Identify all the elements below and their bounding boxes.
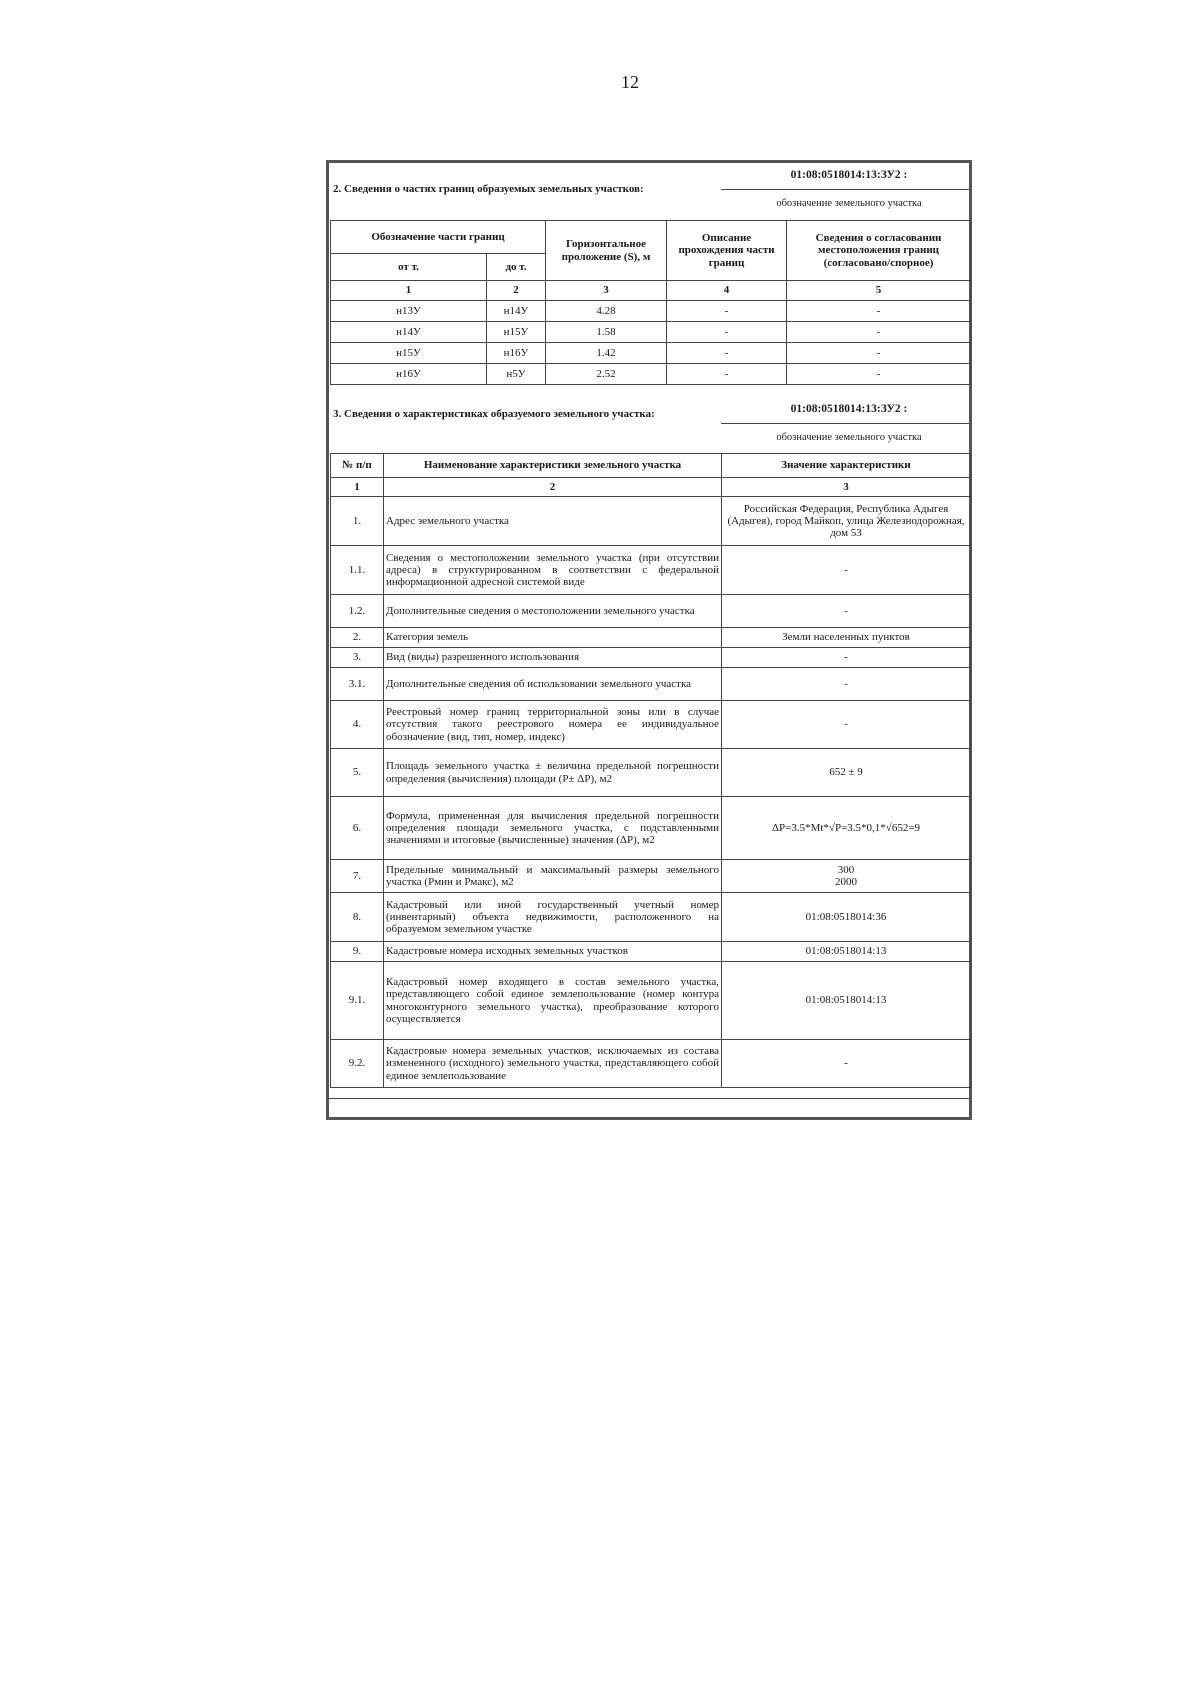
bottom-divider bbox=[329, 1098, 969, 1099]
header-number: № п/п bbox=[331, 454, 384, 478]
row-number: 5. bbox=[331, 749, 384, 797]
characteristic-name: Площадь земельного участка ± величина предельной погрешности определения (вычисления) площади (P± ΔP), м2 bbox=[384, 749, 722, 797]
header-from-point: от т. bbox=[331, 254, 487, 281]
section2-table bbox=[330, 220, 971, 385]
characteristic-value: 01:08:0518014:36 bbox=[722, 893, 971, 942]
row-number: 1. bbox=[331, 497, 384, 546]
page-number: 12 bbox=[621, 72, 639, 92]
boundary-description: - bbox=[667, 301, 787, 322]
table-row bbox=[331, 546, 971, 595]
table-row bbox=[331, 797, 971, 860]
horizontal-distance: 2.52 bbox=[546, 364, 667, 385]
characteristic-value: Российская Федерация, Республика Адыгея (Адыгея), город Майкоп, улица Железнодорожная, дом 53 bbox=[722, 497, 971, 546]
table-row bbox=[331, 942, 971, 962]
section3-title: 3. Сведения о характеристиках образуемого земельного участка: bbox=[333, 408, 655, 420]
horizontal-distance: 1.58 bbox=[546, 322, 667, 343]
from-point: н14У bbox=[331, 322, 487, 343]
header-name: Наименование характеристики земельного участка bbox=[384, 454, 722, 478]
row-number: 1.1. bbox=[331, 546, 384, 595]
table-row bbox=[331, 962, 971, 1040]
row-number: 6. bbox=[331, 797, 384, 860]
table-row bbox=[331, 893, 971, 942]
characteristic-name: Дополнительные сведения о местоположении земельного участка bbox=[384, 595, 722, 628]
to-point: н5У bbox=[487, 364, 546, 385]
characteristic-name: Формула, примененная для вычисления предельной погрешности определения площади земельного участка, с подставленными значениями и итоговые (вычисленные) значения (ΔP), м2 bbox=[384, 797, 722, 860]
characteristic-value: - bbox=[722, 595, 971, 628]
characteristic-value: - bbox=[722, 701, 971, 749]
header-description: Описание прохождения части границ bbox=[667, 221, 787, 281]
characteristic-name: Кадастровые номера земельных участков, исключаемых из состава измененного (исходного) земельного участка, представляющего собой единое землепользование bbox=[384, 1040, 722, 1088]
section2-parcel-code: 01:08:0518014:13:ЗУ2 : bbox=[790, 169, 908, 181]
characteristic-value: 01:08:0518014:13 bbox=[722, 962, 971, 1040]
column-number: 3 bbox=[546, 281, 667, 301]
table-row bbox=[331, 497, 971, 546]
characteristic-name: Адрес земельного участка bbox=[384, 497, 722, 546]
table-row bbox=[331, 648, 971, 668]
column-number: 5 bbox=[787, 281, 971, 301]
column-number: 1 bbox=[331, 478, 384, 497]
characteristic-value: - bbox=[722, 546, 971, 595]
characteristic-name: Вид (виды) разрешенного использования bbox=[384, 648, 722, 668]
section2-parcel-caption: обозначение земельного участка bbox=[776, 198, 922, 209]
characteristic-value: 01:08:0518014:13 bbox=[722, 942, 971, 962]
row-number: 2. bbox=[331, 628, 384, 648]
row-number: 7. bbox=[331, 860, 384, 893]
table-row bbox=[331, 343, 971, 364]
to-point: н16У bbox=[487, 343, 546, 364]
horizontal-distance: 1.42 bbox=[546, 343, 667, 364]
table-row bbox=[331, 322, 971, 343]
header-agreement: Сведения о согласовании местоположения границ (согласовано/спорное) bbox=[787, 221, 971, 281]
row-number: 4. bbox=[331, 701, 384, 749]
boundary-description: - bbox=[667, 343, 787, 364]
agreement-status: - bbox=[787, 364, 971, 385]
row-number: 3. bbox=[331, 648, 384, 668]
column-number: 3 bbox=[722, 478, 971, 497]
characteristic-value: - bbox=[722, 1040, 971, 1088]
characteristic-value: - bbox=[722, 668, 971, 701]
characteristic-value: Земли населенных пунктов bbox=[722, 628, 971, 648]
table-row bbox=[331, 749, 971, 797]
characteristic-value: ΔP=3.5*Mt*√P=3.5*0,1*√652=9 bbox=[722, 797, 971, 860]
characteristic-name: Кадастровый номер входящего в состав земельного участка, представляющего собой единое землепользование (номер контура многоконтурного земельного участка), преобразование которого осуществляется bbox=[384, 962, 722, 1040]
agreement-status: - bbox=[787, 322, 971, 343]
section2-title: 2. Сведения о частях границ образуемых земельных участков: bbox=[333, 183, 644, 195]
characteristic-name: Дополнительные сведения об использовании земельного участка bbox=[384, 668, 722, 701]
from-point: н16У bbox=[331, 364, 487, 385]
table-row bbox=[331, 668, 971, 701]
section3-parcel-caption: обозначение земельного участка bbox=[776, 432, 922, 443]
characteristic-name: Категория земель bbox=[384, 628, 722, 648]
to-point: н14У bbox=[487, 301, 546, 322]
table-row bbox=[331, 595, 971, 628]
boundary-description: - bbox=[667, 322, 787, 343]
row-number: 9. bbox=[331, 942, 384, 962]
table-row bbox=[331, 701, 971, 749]
agreement-status: - bbox=[787, 343, 971, 364]
column-number: 4 bbox=[667, 281, 787, 301]
row-number: 1.2. bbox=[331, 595, 384, 628]
row-number: 3.1. bbox=[331, 668, 384, 701]
table-row bbox=[331, 364, 971, 385]
cadastral-form bbox=[326, 160, 972, 1120]
column-number: 1 bbox=[331, 281, 487, 301]
agreement-status: - bbox=[787, 301, 971, 322]
horizontal-distance: 4.28 bbox=[546, 301, 667, 322]
table-row bbox=[331, 628, 971, 648]
header-to-point: до т. bbox=[487, 254, 546, 281]
characteristic-value: - bbox=[722, 648, 971, 668]
from-point: н13У bbox=[331, 301, 487, 322]
to-point: н15У bbox=[487, 322, 546, 343]
header-horizontal: Горизонтальное проложение (S), м bbox=[546, 221, 667, 281]
section3-parcel-code: 01:08:0518014:13:ЗУ2 : bbox=[790, 403, 908, 415]
characteristic-name: Кадастровые номера исходных земельных участков bbox=[384, 942, 722, 962]
characteristic-value: 300 2000 bbox=[722, 860, 971, 893]
boundary-description: - bbox=[667, 364, 787, 385]
row-number: 9.2. bbox=[331, 1040, 384, 1088]
characteristic-name: Кадастровый или иной государственный учетный номер (инвентарный) объекта недвижимости, расположенного на образуемом земельном участке bbox=[384, 893, 722, 942]
characteristic-value: 652 ± 9 bbox=[722, 749, 971, 797]
section3-table bbox=[330, 453, 971, 1088]
characteristic-name: Сведения о местоположении земельного участка (при отсутствии адреса) в структурированном в соответствии с федеральной информационной адресной системой виде bbox=[384, 546, 722, 595]
characteristic-name: Предельные минимальный и максимальный размеры земельного участка (Pмин и Pмакс), м2 bbox=[384, 860, 722, 893]
column-number: 2 bbox=[487, 281, 546, 301]
column-number: 2 bbox=[384, 478, 722, 497]
section3-code-underline bbox=[721, 423, 969, 424]
table-row bbox=[331, 860, 971, 893]
row-number: 8. bbox=[331, 893, 384, 942]
header-value: Значение характеристики bbox=[722, 454, 971, 478]
characteristic-name: Реестровый номер границ территориальной зоны или в случае отсутствия такого реестрового номера ее индивидуальное обозначение (вид, тип, номер, индекс) bbox=[384, 701, 722, 749]
table-row bbox=[331, 301, 971, 322]
header-boundary-part: Обозначение части границ bbox=[331, 221, 546, 254]
section2-code-underline bbox=[721, 189, 969, 190]
row-number: 9.1. bbox=[331, 962, 384, 1040]
from-point: н15У bbox=[331, 343, 487, 364]
table-row bbox=[331, 1040, 971, 1088]
